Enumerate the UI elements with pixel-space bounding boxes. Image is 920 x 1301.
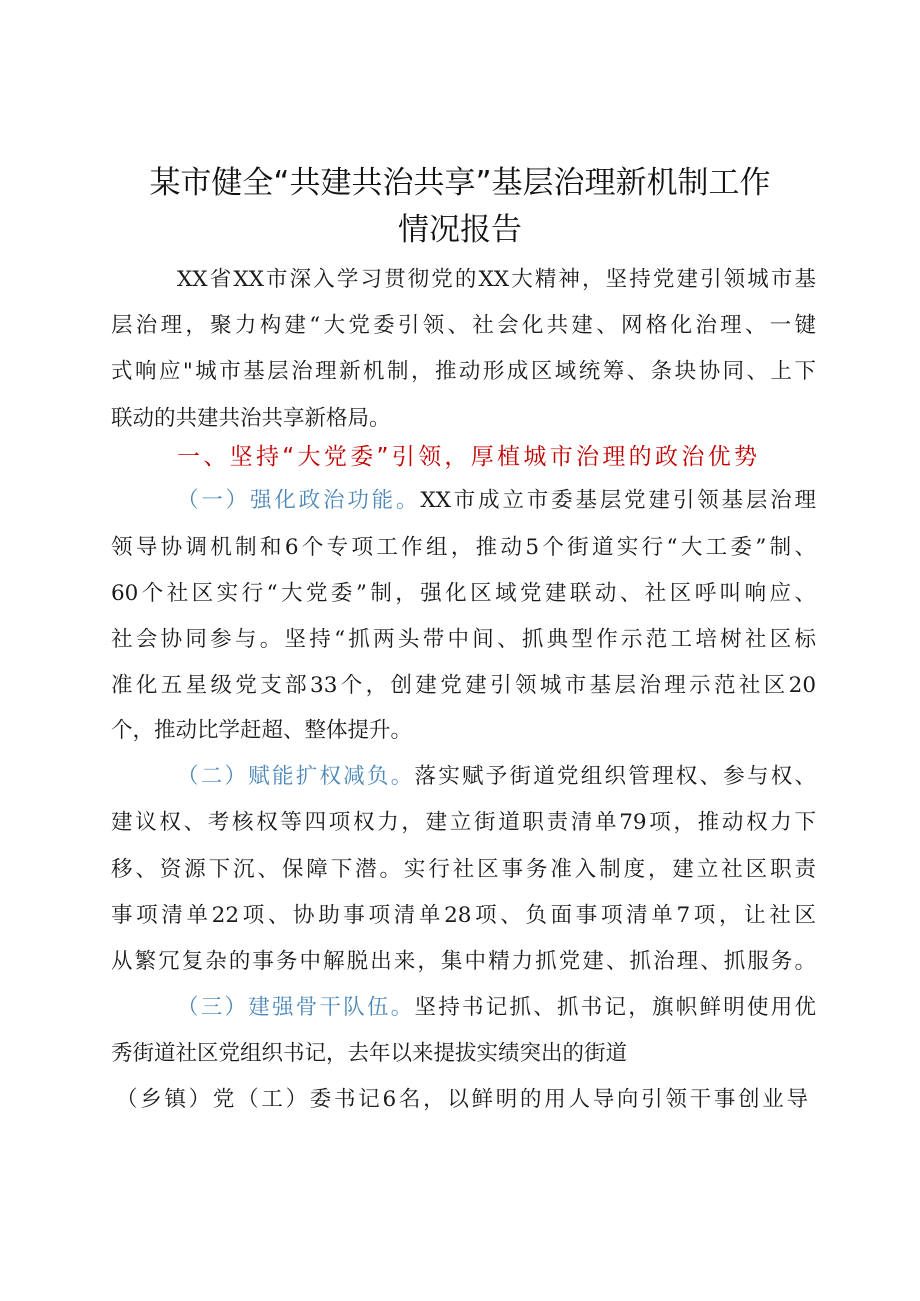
- item-1-line-3: 60个社区实行“大党委”制，强化区域党建联动、社区呼叫响应、: [111, 581, 816, 606]
- item-2-line-2: 建议权、考核权等四项权力，建立街道职责清单79项，推动权力下: [111, 810, 816, 835]
- item-1-line-4: 社会协同参与。坚持“抓两头带中间、抓典型作示范工培树社区标: [111, 627, 816, 652]
- item-2-line-1: [177, 762, 816, 792]
- intro-line-3: 式响应"城市基层治理新机制，推动形成区域统筹、条块协同、上下: [111, 359, 816, 384]
- item-2-line-5: 从繁冗复杂的事务中解脱出来，集中精力抓党建、抓治理、抓服务。: [111, 949, 816, 974]
- item-3-label: （三）建强骨干队伍。: [177, 995, 415, 1020]
- document-title-line-1: 某市健全“共建共治共享”基层治理新机制工作: [149, 165, 771, 201]
- intro-line-2: 层治理，聚力构建“大党委引领、社会化共建、网格化治理、一键: [111, 313, 816, 338]
- item-2-label: （二）赋能扩权减负。: [177, 764, 415, 789]
- item-1-label: （一）强化政治功能。: [177, 488, 421, 513]
- item-1-line-6: 个，推动比学赶超、整体提升。: [111, 718, 413, 743]
- item-1-first-text: XX市成立市委基层党建引领基层治理: [420, 488, 816, 513]
- section-1-heading: 一、坚持“大党委”引领，厚植城市治理的政治优势: [177, 444, 757, 470]
- intro-line-1: XX省XX市深入学习贯彻党的XX大精神，坚持党建引领城市基: [177, 267, 816, 292]
- item-2-first-text: 落实赋予街道党组织管理权、参与权、: [414, 764, 816, 789]
- item-3-first-text: 坚持书记抓、抓书记，旗帜鲜明使用优: [414, 995, 816, 1020]
- item-2-line-3: 移、资源下沉、保障下潜。实行社区事务准入制度，建立社区职责: [111, 857, 816, 882]
- item-3-line-3: （乡镇）党（工）委书记6名，以鲜明的用人导向引领干事创业导: [116, 1087, 808, 1112]
- item-1-line-2: 领导协调机制和6个专项工作组，推动5个街道实行“大工委”制、: [111, 535, 816, 560]
- intro-line-4: 联动的共建共治共享新格局。: [111, 406, 391, 431]
- item-1-line-1: [177, 486, 816, 516]
- item-1-line-5: 准化五星级党支部33个，创建党建引领城市基层治理示范社区20: [111, 673, 816, 698]
- item-3-line-2: 秀街道社区党组织书记，去年以来提拔实绩突出的街道: [111, 1041, 628, 1066]
- item-2-line-4: 事项清单22项、协助事项清单28项、负面事项清单7项，让社区: [111, 903, 816, 928]
- document-title-line-2: 情况报告: [398, 212, 522, 248]
- item-3-line-1: [177, 993, 816, 1023]
